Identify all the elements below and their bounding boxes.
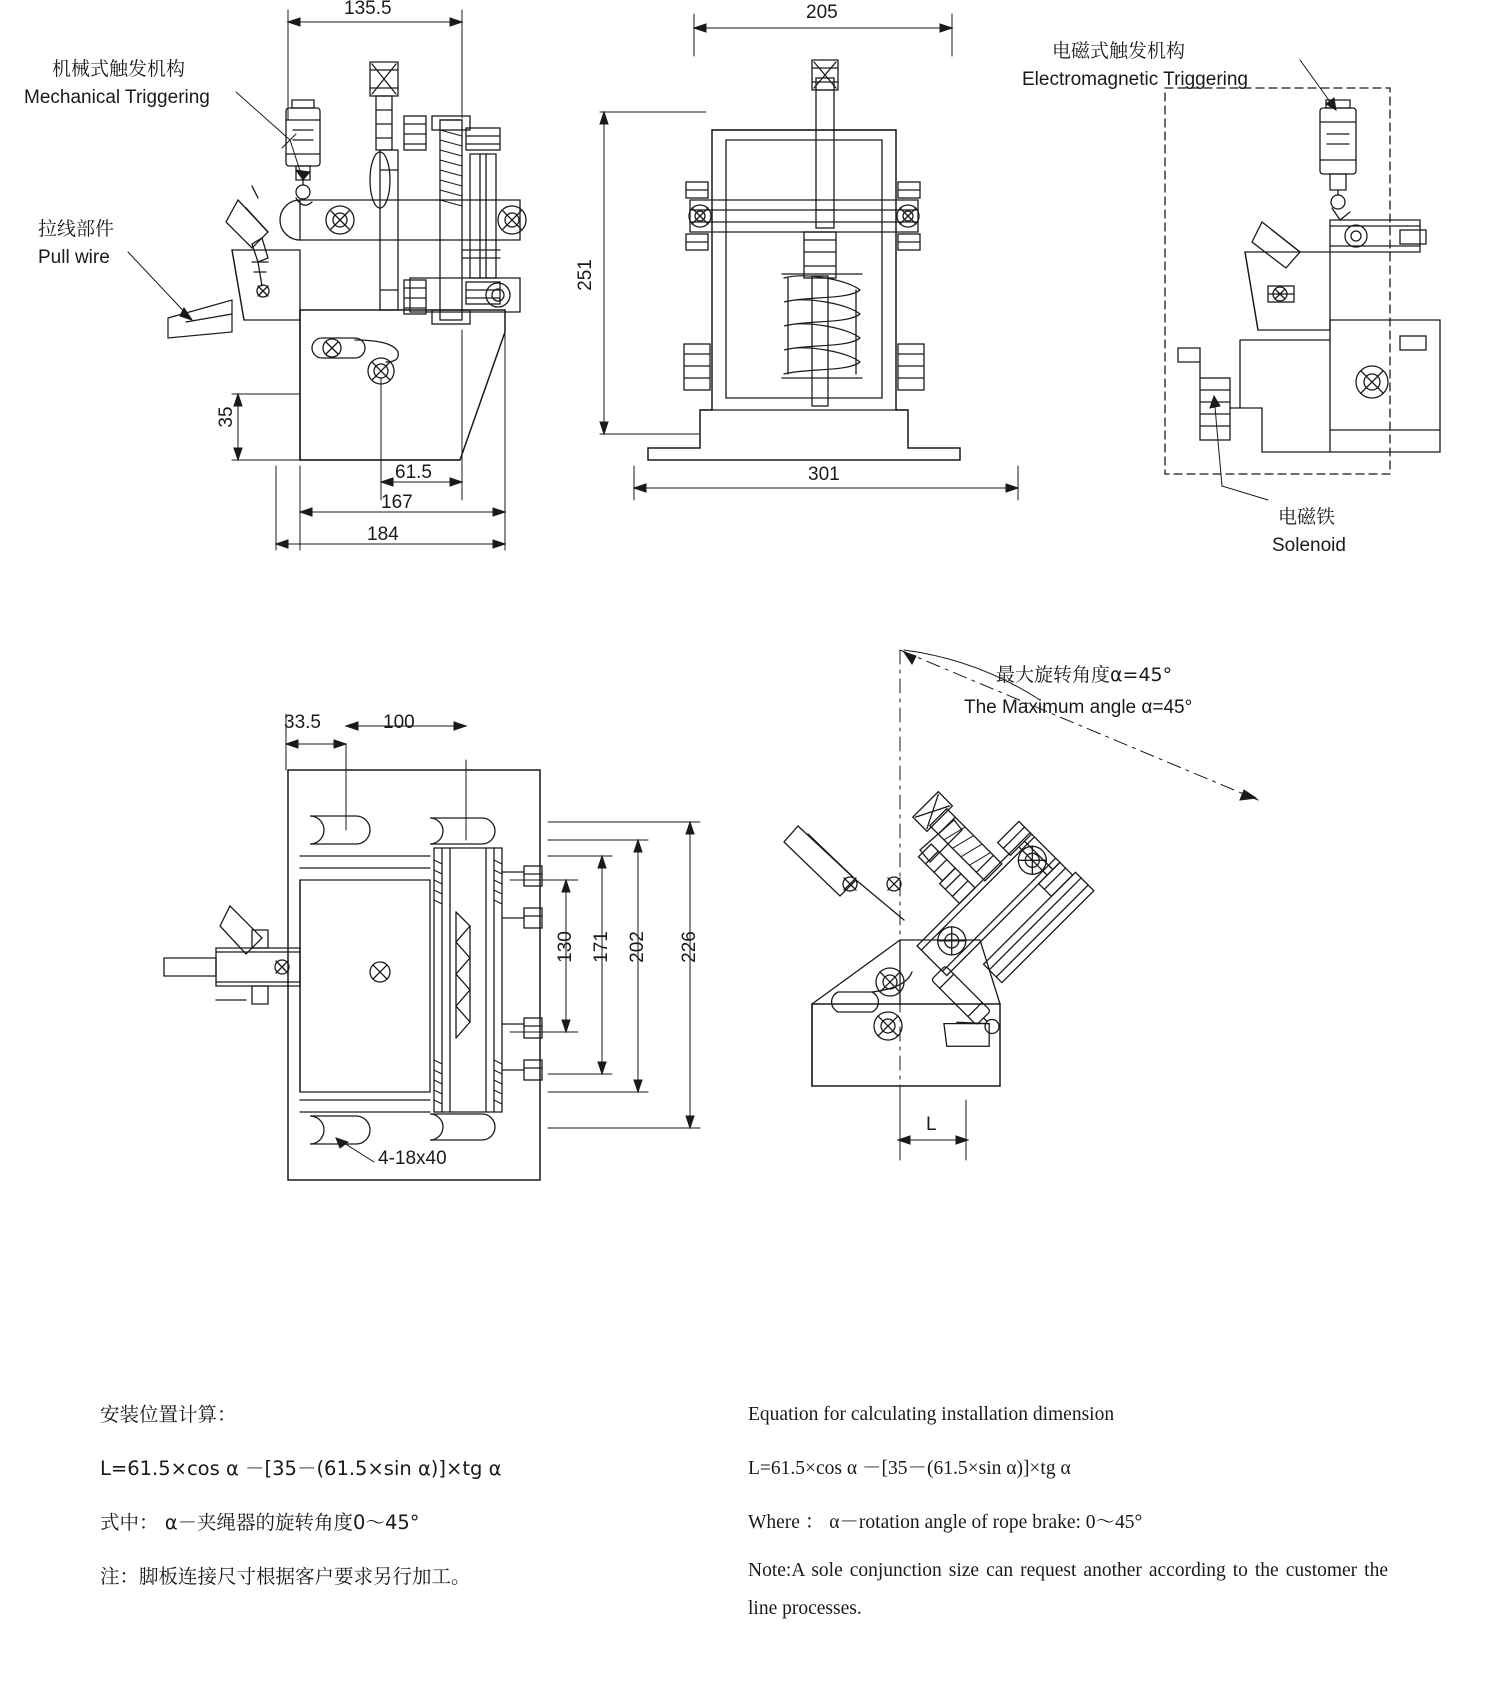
dim-226: 226 [679,931,700,963]
dim-61-5: 61.5 [395,462,432,483]
label-mechanical-triggering-en: Mechanical Triggering [24,87,210,108]
note-en-4 [748,1552,1388,1628]
view-electromagnetic-right [1165,88,1440,474]
dim-202: 202 [627,931,648,963]
label-solenoid-en: Solenoid [1272,535,1346,556]
dim-184: 184 [367,524,399,545]
dim-205: 205 [806,2,838,23]
label-max-angle-en: The Maximum angle α=45° [964,697,1193,718]
dim-167: 167 [381,492,413,513]
label-max-angle-cn: 最大旋转角度α=45° [996,664,1173,686]
note-en-4-text: Note:A sole conjunction size can request another according to the customer the line processes. [748,1560,1388,1620]
note-en-2: L=61.5×cos α －[35－(61.5×sin α)]×tg α [748,1458,1071,1479]
dim-251: 251 [575,259,596,291]
label-solenoid-cn: 电磁铁 [1278,506,1336,528]
note-cn-4: 注：脚板连接尺寸根据客户要求另行加工。 [100,1565,471,1588]
dimension-lines-view1 [232,10,505,550]
view-side-center [648,60,960,460]
dim-35: 35 [216,406,237,428]
leader-lines-view3 [1210,60,1336,500]
note-cn-1: 安装位置计算： [100,1403,237,1426]
dim-33-5: 33.5 [284,712,321,733]
dim-130: 130 [555,931,576,963]
label-pull-wire-cn: 拉线部件 [38,218,115,240]
dimension-lines-view2 [600,14,1018,500]
view-plan-bottom-left [164,770,542,1180]
view-rotated-bottom-right [784,763,1119,1086]
label-mechanical-triggering-cn: 机械式触发机构 [52,58,186,80]
dim-171: 171 [591,931,612,963]
dim-100: 100 [383,712,415,733]
note-cn-2: L=61.5×cos α －[35－(61.5×sin α)]×tg α [100,1457,502,1480]
dim-135-5: 135.5 [344,0,392,19]
note-en-1: Equation for calculating installation dimension [748,1404,1115,1425]
dimension-lines-view5 [898,650,1258,1160]
dim-301: 301 [808,464,840,485]
leader-lines-view1 [128,92,310,320]
label-electromagnetic-en: Electromagnetic Triggering [1022,69,1248,90]
label-pull-wire-en: Pull wire [38,247,110,268]
note-en-3: Where ： α－rotation angle of rope brake: 0～45° [748,1512,1143,1533]
dim-L: L [926,1114,937,1135]
note-cn-3: 式中： α－夹绳器的旋转角度0～45° [100,1511,420,1534]
dim-hole-spec: 4-18x40 [378,1148,447,1169]
label-electromagnetic-cn: 电磁式触发机构 [1052,40,1186,62]
